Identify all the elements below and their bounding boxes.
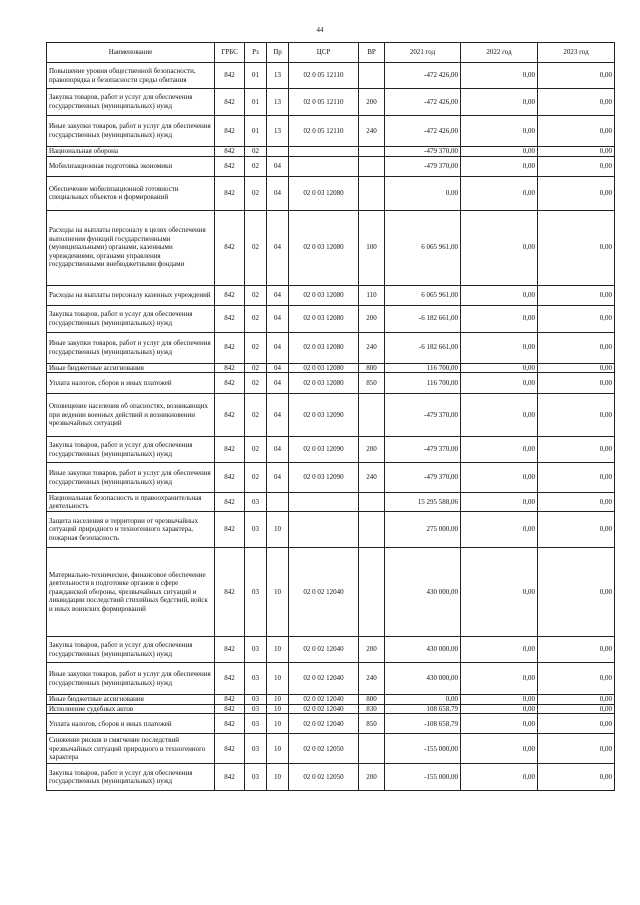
cell-csr: 02 0 02 12050 <box>289 764 359 791</box>
cell-2021: -472 426,00 <box>385 116 461 147</box>
cell-2021: -472 426,00 <box>385 63 461 89</box>
cell-vr: 100 <box>359 210 385 285</box>
cell-csr <box>289 156 359 176</box>
cell-2021: -155 000,00 <box>385 764 461 791</box>
cell-vr: 830 <box>359 704 385 714</box>
cell-rz: 02 <box>245 437 267 463</box>
cell-vr: 110 <box>359 285 385 305</box>
cell-vr: 850 <box>359 373 385 394</box>
cell-2021: -155 000,00 <box>385 734 461 764</box>
cell-2022: 0,00 <box>461 363 538 373</box>
cell-rz: 03 <box>245 695 267 705</box>
table-row <box>47 493 615 512</box>
cell-name: Национальная безопасность и правоохранительная деятельность <box>47 493 215 512</box>
cell-csr: 02 0 03 12080 <box>289 305 359 332</box>
table-row <box>47 695 615 705</box>
cell-name: Снижение рисков и смягчение последствий чрезвычайных ситуаций природного и техногенного характера <box>47 734 215 764</box>
cell-2021: 116 700,00 <box>385 363 461 373</box>
cell-pr: 04 <box>267 437 289 463</box>
cell-2023: 0,00 <box>538 210 615 285</box>
cell-csr: 02 0 03 12080 <box>289 210 359 285</box>
table-row <box>47 663 615 695</box>
cell-2023: 0,00 <box>538 116 615 147</box>
cell-grbs: 842 <box>215 663 245 695</box>
cell-name: Закупка товаров, работ и услуг для обеспечения государственных (муниципальных) нужд <box>47 89 215 116</box>
cell-2022: 0,00 <box>461 437 538 463</box>
cell-csr: 02 0 02 12040 <box>289 695 359 705</box>
header-grbs: ГРБС <box>215 43 245 63</box>
cell-pr: 04 <box>267 394 289 437</box>
cell-2022: 0,00 <box>461 463 538 493</box>
cell-pr: 04 <box>267 363 289 373</box>
cell-grbs: 842 <box>215 637 245 663</box>
cell-vr: 200 <box>359 437 385 463</box>
cell-2021: -479 370,00 <box>385 394 461 437</box>
cell-2022: 0,00 <box>461 147 538 157</box>
cell-csr: 02 0 02 12040 <box>289 704 359 714</box>
cell-2023: 0,00 <box>538 305 615 332</box>
cell-pr <box>267 147 289 157</box>
cell-grbs: 842 <box>215 63 245 89</box>
cell-rz: 02 <box>245 305 267 332</box>
cell-pr: 04 <box>267 285 289 305</box>
table-row <box>47 373 615 394</box>
table-body <box>47 63 615 791</box>
cell-csr: 02 0 03 12080 <box>289 332 359 363</box>
cell-2021: -479 370,00 <box>385 463 461 493</box>
table-row <box>47 63 615 89</box>
cell-grbs: 842 <box>215 463 245 493</box>
cell-csr <box>289 512 359 548</box>
table-row <box>47 116 615 147</box>
cell-2021: 0,00 <box>385 176 461 210</box>
cell-csr <box>289 147 359 157</box>
cell-2023: 0,00 <box>538 695 615 705</box>
cell-vr: 240 <box>359 116 385 147</box>
cell-grbs: 842 <box>215 734 245 764</box>
cell-rz: 03 <box>245 548 267 637</box>
cell-2023: 0,00 <box>538 734 615 764</box>
cell-name: Закупка товаров, работ и услуг для обеспечения государственных (муниципальных) нужд <box>47 637 215 663</box>
cell-vr <box>359 147 385 157</box>
cell-2022: 0,00 <box>461 548 538 637</box>
cell-pr: 13 <box>267 89 289 116</box>
cell-2021: 275 000,00 <box>385 512 461 548</box>
cell-grbs: 842 <box>215 176 245 210</box>
cell-2022: 0,00 <box>461 305 538 332</box>
cell-2022: 0,00 <box>461 394 538 437</box>
cell-csr: 02 0 03 12080 <box>289 285 359 305</box>
cell-grbs: 842 <box>215 285 245 305</box>
cell-2023: 0,00 <box>538 285 615 305</box>
cell-csr: 02 0 02 12040 <box>289 663 359 695</box>
cell-vr: 240 <box>359 332 385 363</box>
cell-2021: -108 658,79 <box>385 714 461 734</box>
cell-2022: 0,00 <box>461 116 538 147</box>
cell-grbs: 842 <box>215 493 245 512</box>
cell-name: Закупка товаров, работ и услуг для обеспечения государственных (муниципальных) нужд <box>47 764 215 791</box>
table-row <box>47 512 615 548</box>
cell-2023: 0,00 <box>538 147 615 157</box>
cell-pr: 13 <box>267 116 289 147</box>
cell-2023: 0,00 <box>538 156 615 176</box>
cell-2021: 108 658,79 <box>385 704 461 714</box>
cell-vr: 240 <box>359 463 385 493</box>
cell-vr: 200 <box>359 764 385 791</box>
cell-2022: 0,00 <box>461 176 538 210</box>
cell-name: Расходы на выплаты персоналу в целях обеспечения выполнения функций государственными (муниципальными) органами, казенными учреждениями, органами управления государственными внебюджетными фондами <box>47 210 215 285</box>
cell-pr: 10 <box>267 548 289 637</box>
cell-2022: 0,00 <box>461 663 538 695</box>
cell-csr: 02 0 05 12110 <box>289 89 359 116</box>
cell-2022: 0,00 <box>461 156 538 176</box>
cell-pr: 04 <box>267 463 289 493</box>
cell-2023: 0,00 <box>538 463 615 493</box>
table-row <box>47 156 615 176</box>
cell-grbs: 842 <box>215 332 245 363</box>
table-row <box>47 764 615 791</box>
cell-name: Иные бюджетные ассигнования <box>47 363 215 373</box>
cell-name: Оповещение населения об опасностях, возникающих при ведении военных действий и возникновении чрезвычайных ситуаций <box>47 394 215 437</box>
header-2022: 2022 год <box>461 43 538 63</box>
cell-2021: 6 065 961,00 <box>385 285 461 305</box>
cell-2023: 0,00 <box>538 63 615 89</box>
cell-2023: 0,00 <box>538 764 615 791</box>
cell-name: Уплата налогов, сборов и иных платежей <box>47 373 215 394</box>
cell-grbs: 842 <box>215 116 245 147</box>
cell-pr <box>267 493 289 512</box>
cell-name: Повышение уровня общественной безопасности, правопорядка и безопасности среды обитания <box>47 63 215 89</box>
cell-csr: 02 0 02 12040 <box>289 714 359 734</box>
cell-grbs: 842 <box>215 305 245 332</box>
cell-2022: 0,00 <box>461 704 538 714</box>
cell-2022: 0,00 <box>461 637 538 663</box>
cell-rz: 02 <box>245 156 267 176</box>
table-row <box>47 714 615 734</box>
cell-name: Защита населения и территории от чрезвычайных ситуаций природного и техногенного характера, пожарная безопасность <box>47 512 215 548</box>
cell-2023: 0,00 <box>538 493 615 512</box>
cell-rz: 03 <box>245 734 267 764</box>
cell-pr: 10 <box>267 704 289 714</box>
cell-rz: 02 <box>245 373 267 394</box>
cell-name: Исполнение судебных актов <box>47 704 215 714</box>
cell-rz: 02 <box>245 285 267 305</box>
cell-rz: 03 <box>245 512 267 548</box>
cell-vr <box>359 548 385 637</box>
cell-2023: 0,00 <box>538 663 615 695</box>
cell-grbs: 842 <box>215 764 245 791</box>
table-row <box>47 305 615 332</box>
cell-grbs: 842 <box>215 695 245 705</box>
cell-pr: 04 <box>267 176 289 210</box>
cell-2021: 430 000,00 <box>385 548 461 637</box>
cell-rz: 03 <box>245 764 267 791</box>
cell-csr: 02 0 03 12090 <box>289 463 359 493</box>
cell-csr: 02 0 05 12110 <box>289 63 359 89</box>
cell-2023: 0,00 <box>538 89 615 116</box>
cell-pr: 04 <box>267 332 289 363</box>
cell-pr: 04 <box>267 373 289 394</box>
cell-rz: 02 <box>245 210 267 285</box>
cell-csr: 02 0 05 12110 <box>289 116 359 147</box>
cell-rz: 03 <box>245 714 267 734</box>
cell-name: Уплата налогов, сборов и иных платежей <box>47 714 215 734</box>
cell-2021: -479 370,00 <box>385 147 461 157</box>
cell-pr: 04 <box>267 210 289 285</box>
cell-2023: 0,00 <box>538 394 615 437</box>
cell-2022: 0,00 <box>461 373 538 394</box>
table-row <box>47 548 615 637</box>
cell-2022: 0,00 <box>461 764 538 791</box>
table-row <box>47 704 615 714</box>
cell-vr: 800 <box>359 695 385 705</box>
cell-name: Закупка товаров, работ и услуг для обеспечения государственных (муниципальных) нужд <box>47 305 215 332</box>
cell-name: Обеспечение мобилизационной готовности специальных объектов и формирований <box>47 176 215 210</box>
table-header-row <box>47 43 615 63</box>
cell-csr: 02 0 02 12040 <box>289 548 359 637</box>
cell-pr: 10 <box>267 637 289 663</box>
cell-grbs: 842 <box>215 548 245 637</box>
cell-rz: 02 <box>245 147 267 157</box>
table-row <box>47 463 615 493</box>
cell-grbs: 842 <box>215 363 245 373</box>
budget-table <box>46 42 615 791</box>
cell-vr: 200 <box>359 637 385 663</box>
cell-pr: 10 <box>267 734 289 764</box>
cell-csr: 02 0 03 12080 <box>289 176 359 210</box>
cell-2022: 0,00 <box>461 493 538 512</box>
cell-vr <box>359 176 385 210</box>
cell-2021: 6 065 961,00 <box>385 210 461 285</box>
cell-vr: 800 <box>359 363 385 373</box>
cell-vr <box>359 63 385 89</box>
cell-rz: 02 <box>245 332 267 363</box>
cell-2022: 0,00 <box>461 89 538 116</box>
cell-pr: 10 <box>267 695 289 705</box>
cell-csr <box>289 493 359 512</box>
cell-rz: 01 <box>245 89 267 116</box>
table-row <box>47 176 615 210</box>
table-row <box>47 734 615 764</box>
cell-2021: -6 182 661,00 <box>385 332 461 363</box>
cell-2023: 0,00 <box>538 637 615 663</box>
table-row <box>47 89 615 116</box>
cell-grbs: 842 <box>215 704 245 714</box>
cell-vr: 200 <box>359 89 385 116</box>
cell-2022: 0,00 <box>461 285 538 305</box>
cell-2021: 116 700,00 <box>385 373 461 394</box>
cell-name: Иные бюджетные ассигнования <box>47 695 215 705</box>
header-vr: ВР <box>359 43 385 63</box>
cell-pr: 04 <box>267 305 289 332</box>
cell-2023: 0,00 <box>538 704 615 714</box>
cell-2022: 0,00 <box>461 734 538 764</box>
table-row <box>47 363 615 373</box>
cell-pr: 10 <box>267 512 289 548</box>
cell-name: Материально-техническое, финансовое обеспечение деятельности в подготовке органов в сфере гражданской обороны, чрезвычайных ситуаций и ликвидации последствий стихийных бедствий, войск и иных воинских формирований <box>47 548 215 637</box>
cell-pr: 10 <box>267 663 289 695</box>
cell-2022: 0,00 <box>461 210 538 285</box>
cell-name: Мобилизационная подготовка экономики <box>47 156 215 176</box>
cell-2021: -479 370,00 <box>385 156 461 176</box>
cell-csr: 02 0 02 12040 <box>289 637 359 663</box>
cell-grbs: 842 <box>215 437 245 463</box>
cell-vr <box>359 734 385 764</box>
cell-rz: 02 <box>245 363 267 373</box>
cell-rz: 03 <box>245 493 267 512</box>
cell-vr <box>359 512 385 548</box>
table-row <box>47 332 615 363</box>
cell-name: Закупка товаров, работ и услуг для обеспечения государственных (муниципальных) нужд <box>47 437 215 463</box>
cell-vr: 850 <box>359 714 385 734</box>
table-row <box>47 147 615 157</box>
cell-rz: 01 <box>245 116 267 147</box>
header-2023: 2023 год <box>538 43 615 63</box>
cell-2023: 0,00 <box>538 512 615 548</box>
cell-csr: 02 0 03 12090 <box>289 394 359 437</box>
cell-2021: 15 295 588,06 <box>385 493 461 512</box>
cell-2021: 0,00 <box>385 695 461 705</box>
cell-2021: -472 426,00 <box>385 89 461 116</box>
cell-2023: 0,00 <box>538 363 615 373</box>
cell-grbs: 842 <box>215 714 245 734</box>
cell-2023: 0,00 <box>538 548 615 637</box>
cell-name: Иные закупки товаров, работ и услуг для обеспечения государственных (муниципальных) нужд <box>47 463 215 493</box>
table-row <box>47 285 615 305</box>
cell-rz: 03 <box>245 704 267 714</box>
page-number: 44 <box>316 26 324 34</box>
cell-rz: 03 <box>245 663 267 695</box>
cell-grbs: 842 <box>215 512 245 548</box>
cell-rz: 02 <box>245 176 267 210</box>
cell-2022: 0,00 <box>461 695 538 705</box>
cell-grbs: 842 <box>215 210 245 285</box>
cell-2021: 430 000,00 <box>385 637 461 663</box>
header-csr: ЦСР <box>289 43 359 63</box>
cell-csr: 02 0 02 12050 <box>289 734 359 764</box>
cell-2022: 0,00 <box>461 63 538 89</box>
cell-pr: 10 <box>267 714 289 734</box>
table-row <box>47 394 615 437</box>
header-rz: Рз <box>245 43 267 63</box>
cell-grbs: 842 <box>215 373 245 394</box>
cell-vr: 200 <box>359 305 385 332</box>
table-row <box>47 637 615 663</box>
cell-name: Иные закупки товаров, работ и услуг для обеспечения государственных (муниципальных) нужд <box>47 332 215 363</box>
cell-grbs: 842 <box>215 156 245 176</box>
cell-name: Расходы на выплаты персоналу казенных учреждений <box>47 285 215 305</box>
header-pr: Пр <box>267 43 289 63</box>
cell-csr: 02 0 03 12090 <box>289 437 359 463</box>
cell-2022: 0,00 <box>461 714 538 734</box>
header-2021: 2021 год <box>385 43 461 63</box>
cell-2021: -6 182 661,00 <box>385 305 461 332</box>
cell-grbs: 842 <box>215 89 245 116</box>
cell-2023: 0,00 <box>538 373 615 394</box>
table-row <box>47 210 615 285</box>
cell-name: Иные закупки товаров, работ и услуг для обеспечения государственных (муниципальных) нужд <box>47 116 215 147</box>
table-row <box>47 437 615 463</box>
header-name: Наименование <box>47 43 215 63</box>
cell-rz: 02 <box>245 394 267 437</box>
cell-pr: 10 <box>267 764 289 791</box>
cell-2022: 0,00 <box>461 332 538 363</box>
cell-name: Иные закупки товаров, работ и услуг для обеспечения государственных (муниципальных) нужд <box>47 663 215 695</box>
cell-vr <box>359 156 385 176</box>
cell-vr <box>359 493 385 512</box>
cell-csr: 02 0 03 12080 <box>289 373 359 394</box>
cell-pr: 04 <box>267 156 289 176</box>
cell-vr <box>359 394 385 437</box>
cell-2021: -479 370,00 <box>385 437 461 463</box>
cell-2023: 0,00 <box>538 437 615 463</box>
cell-2023: 0,00 <box>538 176 615 210</box>
cell-name: Национальная оборона <box>47 147 215 157</box>
cell-pr: 13 <box>267 63 289 89</box>
cell-grbs: 842 <box>215 147 245 157</box>
cell-vr: 240 <box>359 663 385 695</box>
cell-rz: 03 <box>245 637 267 663</box>
cell-2023: 0,00 <box>538 332 615 363</box>
cell-2022: 0,00 <box>461 512 538 548</box>
cell-grbs: 842 <box>215 394 245 437</box>
cell-rz: 01 <box>245 63 267 89</box>
cell-csr: 02 0 03 12080 <box>289 363 359 373</box>
cell-2021: 430 000,00 <box>385 663 461 695</box>
cell-2023: 0,00 <box>538 714 615 734</box>
cell-rz: 02 <box>245 463 267 493</box>
